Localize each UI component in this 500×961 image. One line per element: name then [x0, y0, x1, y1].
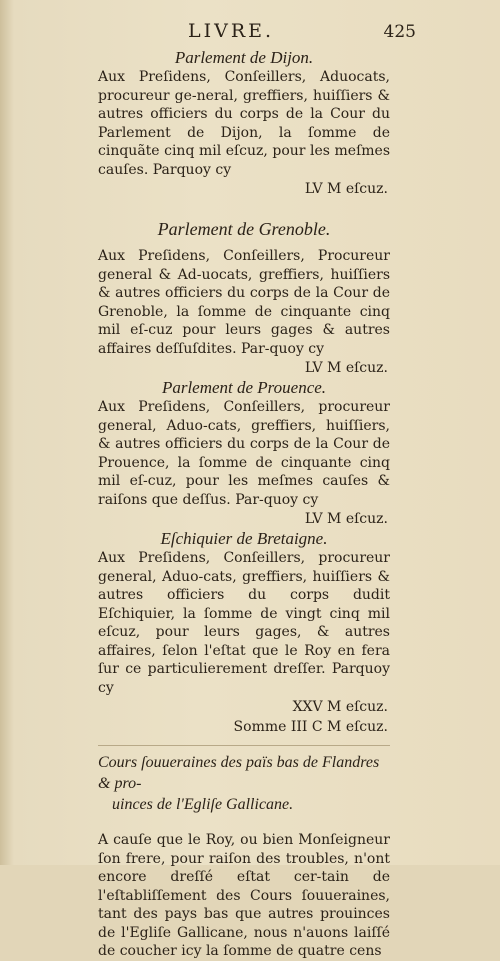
final-text: A cauſe que le Roy, ou bien Monſeigneur ſon frere, pour raiſon des troubles, n'ont encore dreſſé eſtat cer-tain de l'eſtabliſſement des Cours ſouueraines, tant des pays bas que autres prouinces de l'Egliſe Gallicane, nous n'auons laiſſé de coucher icy la ſomme de quatre cens: [98, 832, 390, 959]
section-title: Parlement de Dijon.: [174, 48, 314, 67]
section-dijon: [98, 48, 390, 199]
page-content: [98, 48, 390, 961]
section-prouence: [98, 378, 390, 529]
page-number: 425: [383, 22, 416, 42]
section-title: Parlement de Grenoble.: [157, 219, 331, 239]
section-text: Aux Preſidens, Conſeillers, procureur general, Aduo-cats, greffiers, huiſſiers & autres officiers du corps dudit Eſchiquier, la ſomme de vingt cinq mil eſcuz, pour leurs gages, & autres affaires, ſelon l'eſtat que le Roy en fera ſur ce particulierement dreſſer. Parquoy cy: [98, 550, 390, 696]
running-head: LIVRE.: [188, 20, 275, 42]
section-title: Eſchiquier de Bretaigne.: [160, 529, 328, 548]
section-text: Aux Preſidens, Conſeillers, procureur general, Aduo-cats, greffiers, huiſſiers, & autres officiers du corps de la Cour de Prouence, la ſomme de cinquante cinq mil eſ-cuz, pour les meſmes cauſes & raiſons que deſſus. Par-quoy cy: [98, 399, 390, 508]
section-total: LV M eſcuz.: [304, 511, 388, 527]
final-heading-line2: uinces de l'Egliſe Gallicane.: [112, 796, 294, 813]
final-heading: [98, 745, 390, 815]
page-header: [0, 20, 500, 48]
section-text: Aux Preſidens, Conſeillers, Procureur general & Ad-uocats, greffiers, huiſſiers & autres officiers du corps de la Cour de Grenoble, la ſomme de cinquante cinq mil eſ-cuz pour leurs gages & autres affaires deſſuſdites. Par-quoy cy: [98, 248, 390, 357]
section-title: Parlement de Prouence.: [161, 378, 327, 397]
section-total: LV M eſcuz.: [304, 181, 388, 197]
final-heading-line1: Cours ſouueraines des païs bas de Flandres & pro-: [98, 754, 380, 792]
section-text: Aux Preſidens, Conſeillers, Aduocats, procureur ge-neral, greffiers, huiſſiers & autres officiers du corps de la Cour du Parlement de Dijon, la ſomme de cinquãte cinq mil eſcuz, pour les meſmes cauſes. Parquoy cy: [98, 69, 390, 178]
section-total: LV M eſcuz.: [304, 360, 388, 376]
section-grenoble: [98, 219, 390, 378]
section-sum: Somme III C M eſcuz.: [233, 719, 388, 735]
section-total: XXV M eſcuz.: [292, 699, 388, 715]
section-bretaigne: [98, 529, 390, 737]
